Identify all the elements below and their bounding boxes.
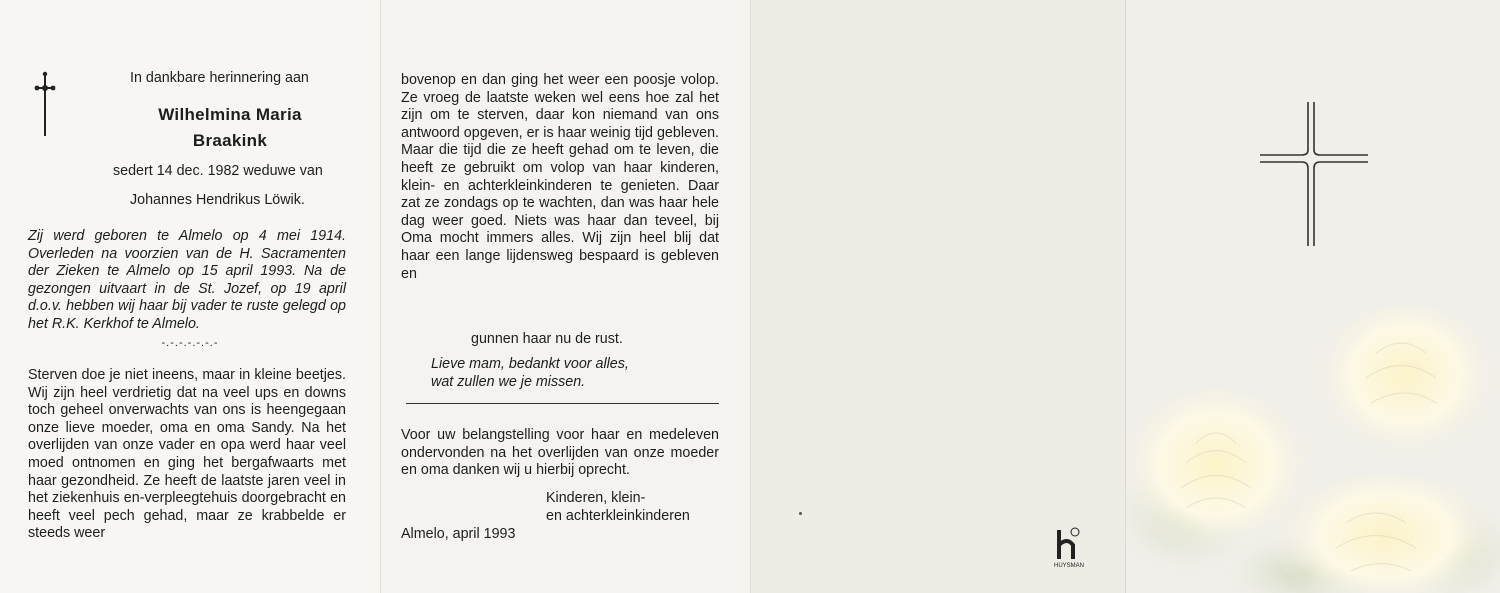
intro-text: In dankbare herinnering aan: [130, 70, 309, 86]
card-panel-back: [750, 0, 1126, 593]
card-panel-left: [0, 0, 380, 593]
memorial-paragraph-2: bovenop en dan ging het weer een poosje volop. Ze vroeg de laatste weken wel eens hoe zal het zijn om te sterven, daar kon niemand van ons antwoord opgeven, er is haar weinig tijd gebleven. Maar die tijd die ze heeft gehad om te leven, die heeft ze gebruikt om volop van haar kinderen, klein- en achterkleinkinderen te genieten. Daar zat ze zondags op te wachten, dan was haar hele dag weer goed. Niets was haar dan teveel, bij Oma mocht immers alles. Wij zijn heel blij dat haar een lange lijdensweg bespaard is gebleven en: [401, 72, 719, 282]
card-panel-front: [1125, 0, 1500, 593]
printer-logo: [1051, 525, 1087, 569]
poem: [431, 356, 721, 391]
biography-text: Zij werd geboren te Almelo op 4 mei 1914. Overleden na voorzien van de H. Sacramenten der Zieken te Almelo op 15 april 1993. Na de gezongen uitvaart in de St. Jozef, op 19 april d.o.v. hebben wij haar bij vader te ruste gelegd op het R.K. Kerkhof te Almelo.: [28, 228, 346, 332]
memorial-paragraph-1: Sterven doe je niet ineens, maar in kleine beetjes. Wij zijn heel verdrietig dat na veel ups en downs toch geheel onverwachts van ons is heengegaan onze lieve moeder, oma en oma Sandy. Na het overlijden van onze vader en opa werd haar veel moed ontnomen en ging het bergafwaarts met haar gezondheid. Ze heeft de laatste jaren veel in het ziekenhuis en-verpleegtehuis doorgebracht en heeft veel pech gehad, maar ze krabbelde er steeds weer: [28, 367, 346, 542]
paper-speck: [799, 512, 802, 515]
widow-since-text: sedert 14 dec. 1982 weduwe van: [113, 163, 323, 179]
separator: -.-.-.-.-.-.-: [161, 337, 219, 349]
cross-icon: [34, 70, 56, 138]
poem-line-1: Lieve mam, bedankt voor alles,: [431, 356, 629, 372]
deceased-name-last: Braakink: [192, 131, 268, 150]
signature-line-2: en achterkleinkinderen: [546, 507, 690, 524]
chrysanthemum-flowers-image: [1126, 293, 1500, 593]
card-panel-middle: [380, 0, 751, 593]
cross-icon: [1258, 100, 1370, 248]
place-date: Almelo, april 1993: [401, 526, 516, 542]
memorial-paragraph-2-end: gunnen haar nu de rust.: [471, 331, 623, 347]
printer-logo-text: HUYSMAN: [1053, 563, 1085, 569]
divider: [406, 403, 719, 404]
deceased-name-first: Wilhelmina Maria: [158, 105, 302, 124]
thanks-text: Voor uw belangstelling voor haar en medeleven ondervonden na het overlijden van onze moeder en oma danken wij u hierbij oprecht.: [401, 427, 719, 479]
poem-line-2: wat zullen we je missen.: [431, 373, 586, 390]
signature: [546, 490, 746, 525]
husband-name: Johannes Hendrikus Löwik.: [130, 192, 305, 208]
signature-line-1: Kinderen, klein-: [546, 490, 646, 506]
